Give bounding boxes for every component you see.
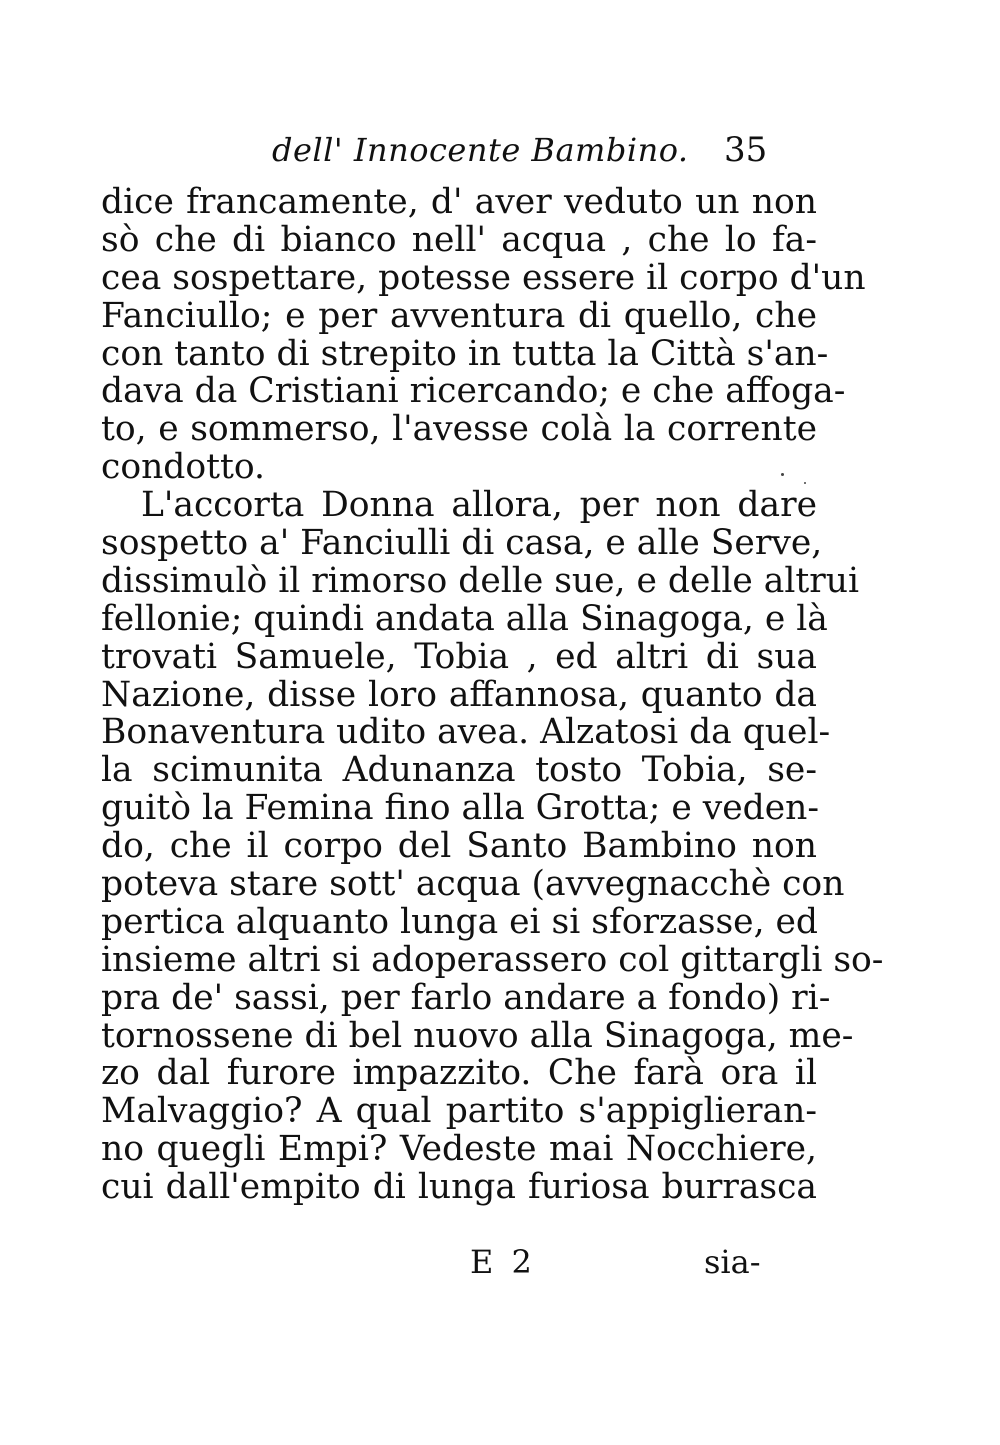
- text-line: tornossene di bel nuovo alla Sinagoga, me-: [101, 1015, 854, 1056]
- text-line: la scimunita Adunanza tosto Tobia, se-: [101, 750, 817, 791]
- text-line: Bonaventura udito avea. Alzatosi da quel-: [101, 712, 831, 753]
- text-line: guitò la Femina fino alla Grotta; e veden-: [101, 788, 819, 829]
- text-line: con tanto di strepito in tutta la Città s'an-: [101, 333, 829, 374]
- text-line: cea sospettare, potesse essere il corpo d'un: [101, 257, 866, 298]
- text-line: no quegli Empi? Vedeste mai Nocchiere,: [101, 1129, 817, 1170]
- text-line: insieme altri si adoperassero col gittargli so-: [101, 939, 884, 980]
- text-line: condotto.: [101, 447, 266, 488]
- text-line: dava da Cristiani ricercando; e che affoga-: [101, 371, 846, 412]
- page-number: 35: [724, 130, 768, 170]
- text-line: do, che il corpo del Santo Bambino non: [101, 826, 817, 867]
- text-line: fellonie; quindi andata alla Sinagoga, e là: [101, 598, 828, 639]
- text-line: Fanciullo; e per avventura di quello, che: [101, 295, 817, 336]
- text-line: trovati Samuele, Tobia , ed altri di sua: [101, 636, 817, 677]
- catchword: sia-: [704, 1243, 761, 1281]
- text-line: sospetto a' Fanciulli di casa, e alle Serve,: [101, 523, 823, 564]
- text-line: pra de' sassi, per farlo andare a fondo) ri-: [101, 977, 831, 1018]
- text-line: dice francamente, d' aver veduto un non: [101, 182, 817, 222]
- text-line: poteva stare sott' acqua (avvegnacchè con: [101, 864, 845, 905]
- page-footer: [470, 1242, 770, 1282]
- text-line: to, e sommerso, l'avesse colà la corrente: [101, 409, 817, 450]
- text-line: cui dall'empito di lunga furiosa burrasca: [101, 1167, 817, 1208]
- text-line: sò che di bianco nell' acqua , che lo fa-: [101, 219, 817, 260]
- text-line: pertica alquanto lunga ei si sforzasse, ed: [101, 901, 819, 942]
- ink-speck: [781, 473, 784, 476]
- running-head: [272, 128, 792, 172]
- text-line: Nazione, disse loro affannosa, quanto da: [101, 674, 817, 715]
- text-line: dissimulò il rimorso delle sue, e delle altrui: [101, 560, 860, 601]
- paragraph-first-line: L'accorta Donna allora, per non dare: [141, 485, 817, 526]
- signature-mark: E 2: [470, 1243, 536, 1281]
- text-line: zo dal furore impazzito. Che farà ora il: [101, 1053, 817, 1094]
- ink-speck: [804, 482, 806, 484]
- running-title: dell' Innocente Bambino.: [272, 131, 689, 169]
- text-line: Malvaggio? A qual partito s'appiglieran-: [101, 1091, 817, 1132]
- body-text: [101, 182, 884, 1208]
